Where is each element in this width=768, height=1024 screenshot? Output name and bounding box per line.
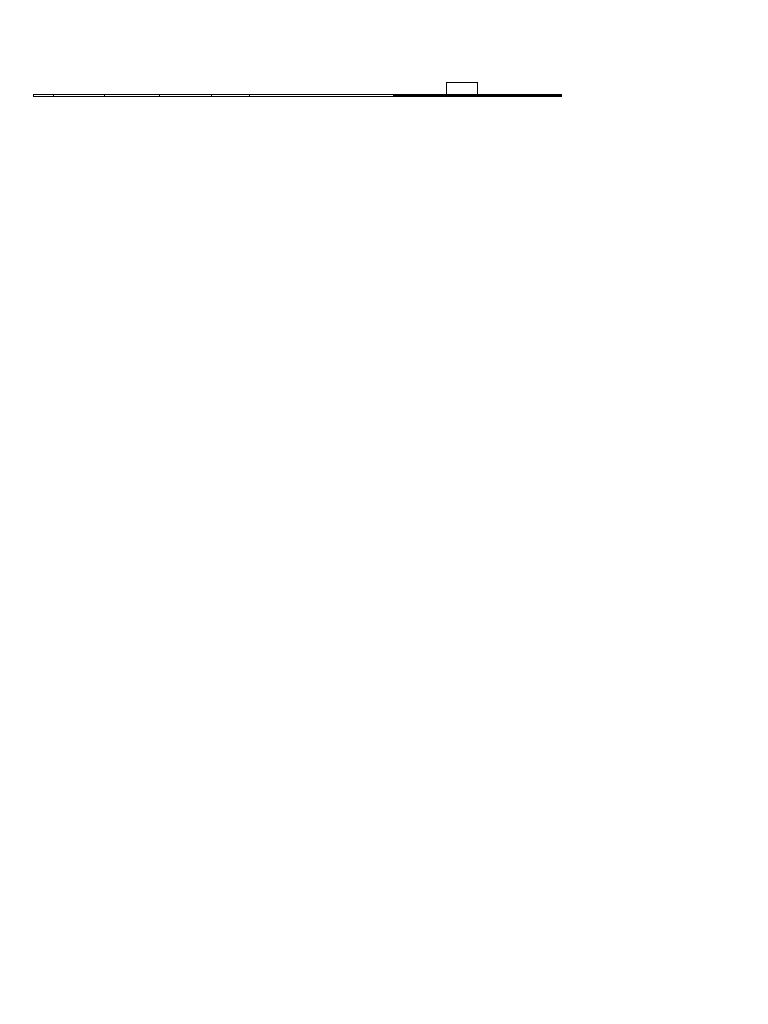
col-work bbox=[250, 95, 394, 97]
convergence-table-top bbox=[33, 94, 562, 97]
col-district bbox=[54, 95, 105, 97]
col-sno bbox=[34, 95, 54, 97]
col-revenue bbox=[212, 95, 250, 97]
col-block bbox=[105, 95, 160, 97]
col-last bbox=[506, 96, 562, 97]
col-g3 bbox=[465, 96, 482, 97]
col-g1 bbox=[394, 96, 430, 97]
col-g4 bbox=[482, 96, 506, 97]
col-gp bbox=[160, 95, 212, 97]
col-g2 bbox=[430, 96, 465, 97]
